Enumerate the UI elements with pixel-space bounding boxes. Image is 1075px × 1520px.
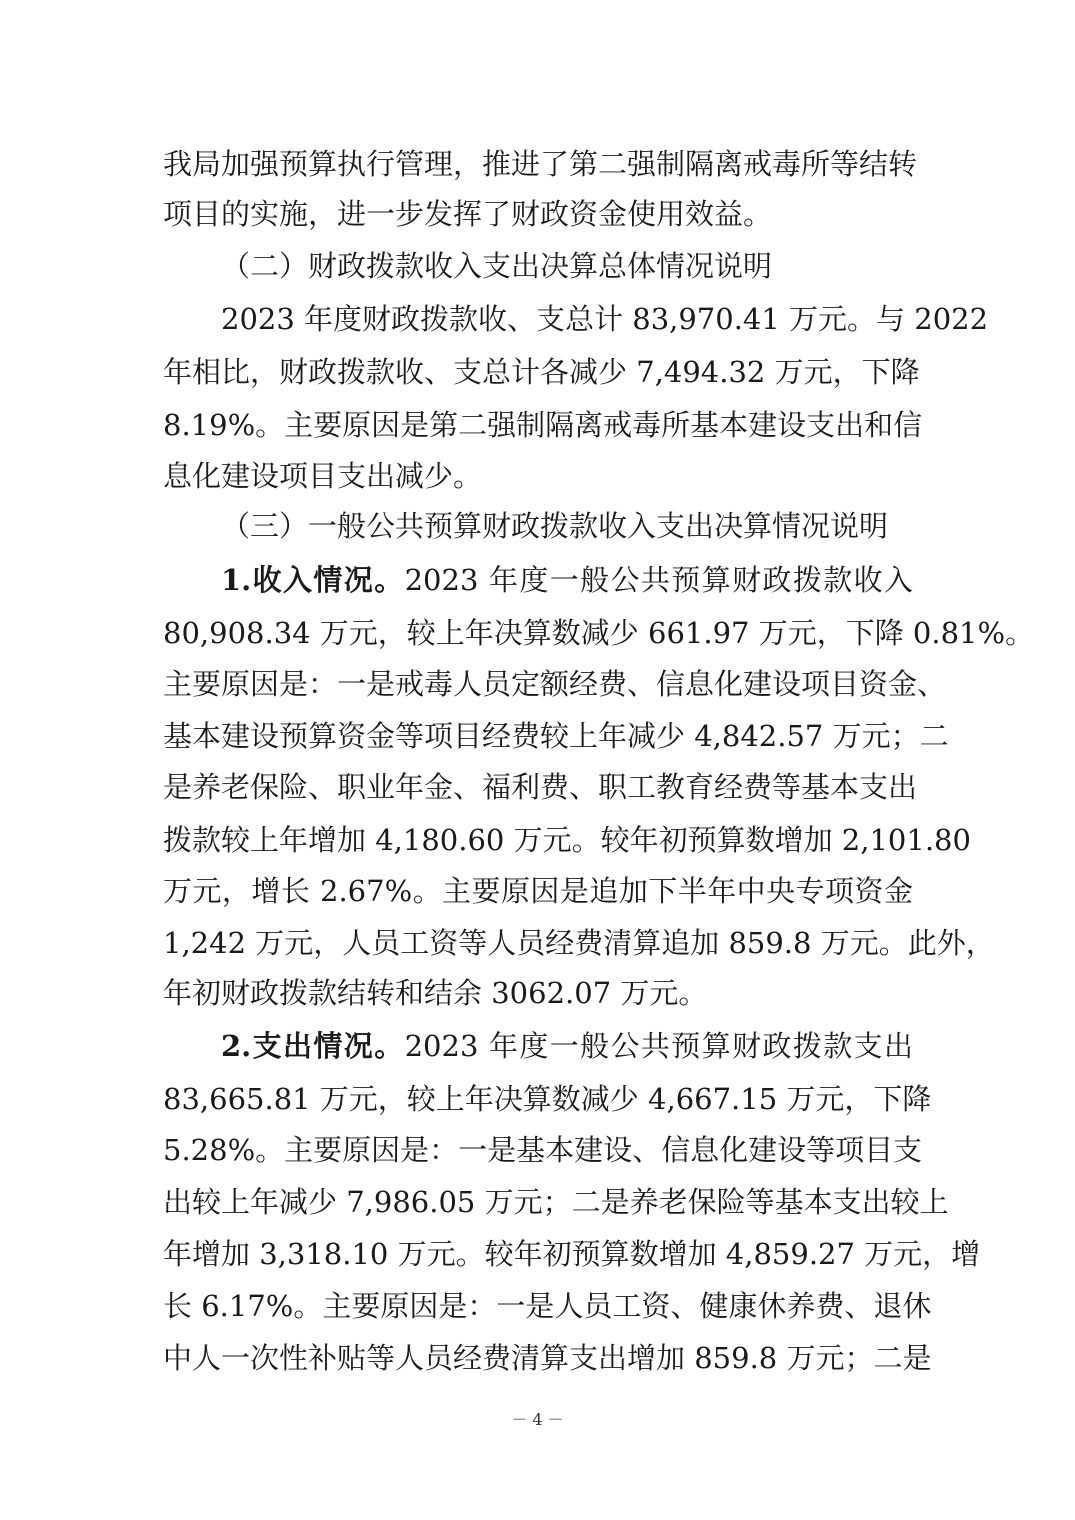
paragraph-line: 我局加强预算执行管理，推进了第二强制隔离戒毒所等结转 [163,147,918,181]
paragraph-line: 8.19%。主要原因是第二强制隔离戒毒所基本建设支出和信 [163,408,923,442]
paragraph-line: 拨款较上年增加 4,180.60 万元。较年初预算数增加 2,101.80 [163,823,971,857]
paragraph-line: 中人一次性补贴等人员经费清算支出增加 859.8 万元；二是 [163,1341,932,1375]
paragraph-line: 是养老保险、职业年金、福利费、职工教育经费等基本支出 [163,770,918,804]
paragraph-line: 1,242 万元，人员工资等人员经费清算追加 859.8 万元。此外， [163,926,995,960]
subheading-income: 1.收入情况。 [221,563,405,597]
section-heading-2: （二）财政拨款收入支出决算总体情况说明 [221,249,773,283]
paragraph-line: 息化建设项目支出减少。 [163,459,483,493]
paragraph-text: 2023 年度一般公共预算财政拨款支出 [404,1029,913,1063]
paragraph-line: 5.28%。主要原因是：一是基本建设、信息化建设等项目支 [163,1133,923,1167]
paragraph-line: 出较上年减少 7,986.05 万元；二是养老保险等基本支出较上 [163,1185,949,1219]
paragraph-line: 项目的实施，进一步发挥了财政资金使用效益。 [163,197,773,231]
paragraph-line: 万元，增长 2.67%。主要原因是追加下半年中央专项资金 [163,874,913,908]
page-number: － 4 － [511,1410,564,1429]
subheading-expense: 2.支出情况。 [221,1029,405,1063]
paragraph-line: 年初财政拨款结转和结余 3062.07 万元。 [163,976,708,1010]
paragraph-line: 长 6.17%。主要原因是：一是人员工资、健康休养费、退休 [163,1289,932,1323]
paragraph-line: 年增加 3,318.10 万元。较年初预算数增加 4,859.27 万元，增 [163,1237,981,1271]
paragraph-line: 2023 年度财政拨款收、支总计 83,970.41 万元。与 2022 [221,302,989,336]
paragraph-line: 80,908.34 万元，较上年决算数减少 661.97 万元，下降 0.81%。 [163,616,1035,650]
paragraph-line: 基本建设预算资金等项目经费较上年减少 4,842.57 万元；二 [163,719,949,753]
paragraph-text: 2023 年度一般公共预算财政拨款收入 [404,563,913,597]
section-heading-3: （三）一般公共预算财政拨款收入支出决算情况说明 [221,509,889,543]
paragraph-line: 83,665.81 万元，较上年决算数减少 4,667.15 万元，下降 [163,1082,932,1116]
paragraph-line: 年相比，财政拨款收、支总计各减少 7,494.32 万元，下降 [163,355,920,389]
paragraph-line [221,1024,913,1068]
paragraph-line: 主要原因是：一是戒毒人员定额经费、信息化建设项目资金、 [163,667,947,701]
paragraph-line [221,558,913,602]
